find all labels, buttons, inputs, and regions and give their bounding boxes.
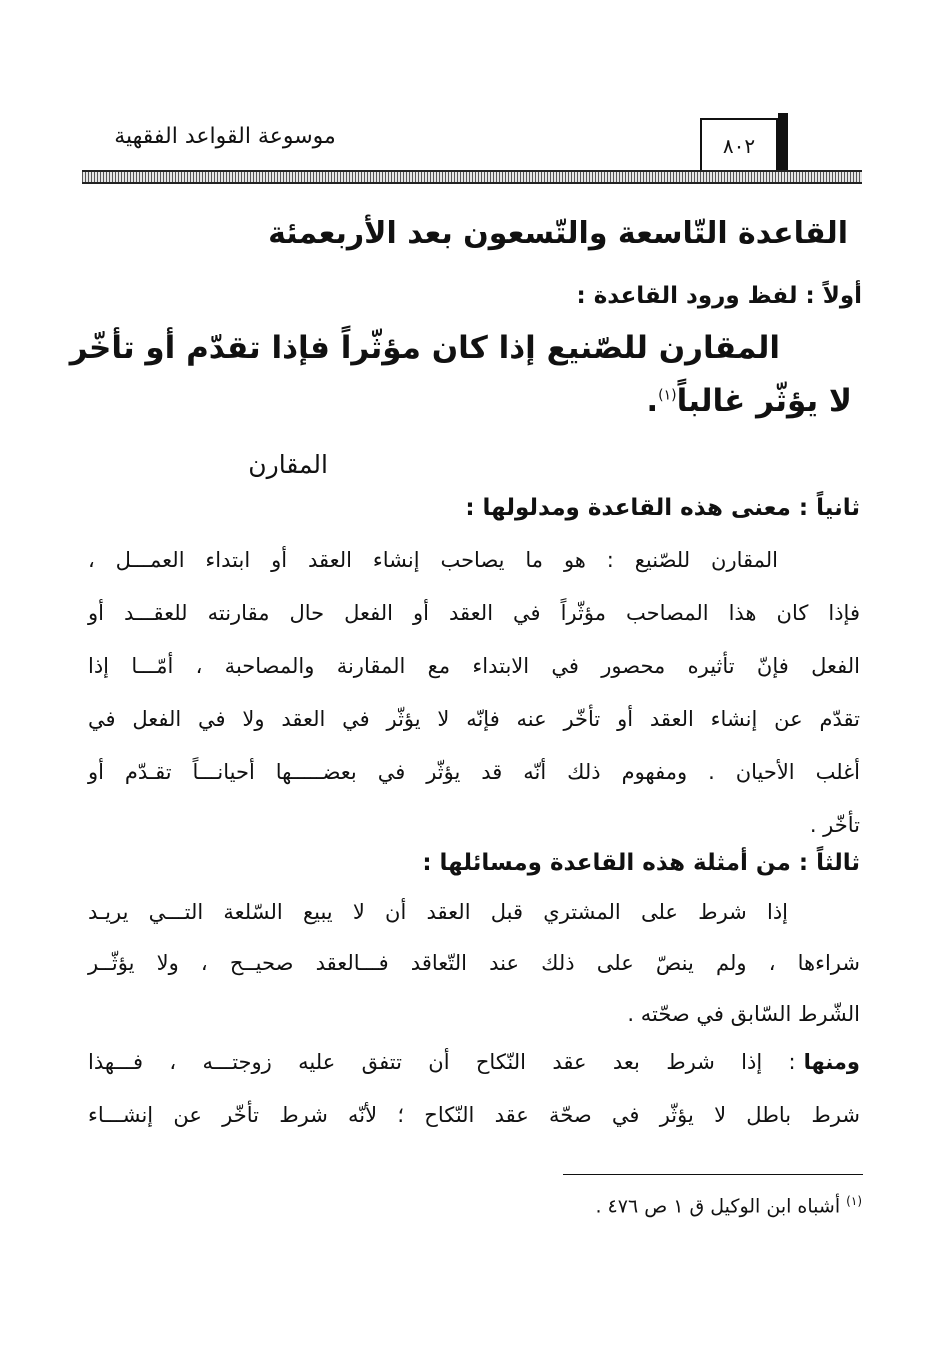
footnote-marker: (١) [846, 1194, 862, 1208]
rule-text-line2-body: لا يؤثّر غالباً [676, 383, 852, 419]
footnote-text: أشباه ابن الوكيل ق ١ ص ٤٧٦ . [595, 1195, 841, 1218]
footnote [595, 1194, 862, 1217]
running-title: موسوعة القواعد الفقهية [114, 124, 336, 149]
section2-line: أغلب الأحيان . ومفهوم ذلك أنّه قد يؤثّر في بعضـــــها أحيانـــاً تقـدّم أو [88, 760, 860, 784]
page-number: ٨٠٢ [700, 118, 778, 170]
stray-word: المقارن [248, 450, 328, 479]
rule-text-line2 [646, 383, 852, 419]
section2-line: الفعل فإنّ تأثيره محصور في الابتداء مع المقارنة والمصاحبة ، أمّـــا إذا [88, 654, 860, 678]
rule-text-line1: المقارن للصّنيع إذا كان مؤثّراً فإذا تقدّم أو تأخّر [69, 330, 780, 366]
section2-line: فإذا كان هذا المصاحب مؤثّراً في العقد أو الفعل حال مقارنته للعقـــد أو [88, 601, 860, 625]
header-rule [82, 170, 862, 184]
section3-heading: ثالثاً : من أمثلة هذه القاعدة ومسائلها : [422, 850, 860, 876]
section2-line: تقدّم عن إنشاء العقد أو تأخّر عنه فإنّه لا يؤثّر في العقد ولا في الفعل في [88, 707, 860, 731]
example2-line2: شرط باطل لا يؤثّر في صحّة عقد النّكاح ؛ لأنّه شرط تأخّر عن إنشـــاء [88, 1103, 860, 1127]
rule-text-end: . [646, 383, 659, 419]
rule-title: القاعدة التّاسعة والتّسعون بعد الأربعمئة [268, 216, 848, 251]
section3-line: إذا شرط على المشتري قبل العقد أن لا يبيع السّلعة التـــي يريـد [88, 900, 788, 924]
section2-line: تأخّر . [809, 813, 860, 837]
example-lead: ومنها [803, 1050, 860, 1074]
section2-heading: ثانياً : معنى هذه القاعدة ومدلولها : [465, 495, 860, 521]
example2-line1 [88, 1050, 860, 1074]
section1-heading: أولاً : لفظ ورود القاعدة : [576, 283, 862, 309]
footnote-separator [563, 1174, 863, 1175]
section3-line: شراءها ، ولم ينصّ على ذلك عند التّعاقد فـــالعقد صحيــح ، ولا يؤثّــر [88, 951, 860, 975]
section3-line: الشّرط السّابق في صحّته . [627, 1002, 860, 1026]
footnote-reference: (١) [658, 387, 677, 404]
section2-line: المقارن للصّنيع : هو ما يصاحب إنشاء العقد أو ابتداء العمـــل ، [88, 548, 778, 572]
example2-line1-body: : إذا شرط بعد عقد النّكاح أن تتفق عليه زوجتـــه ، فـــهذا [88, 1050, 796, 1074]
